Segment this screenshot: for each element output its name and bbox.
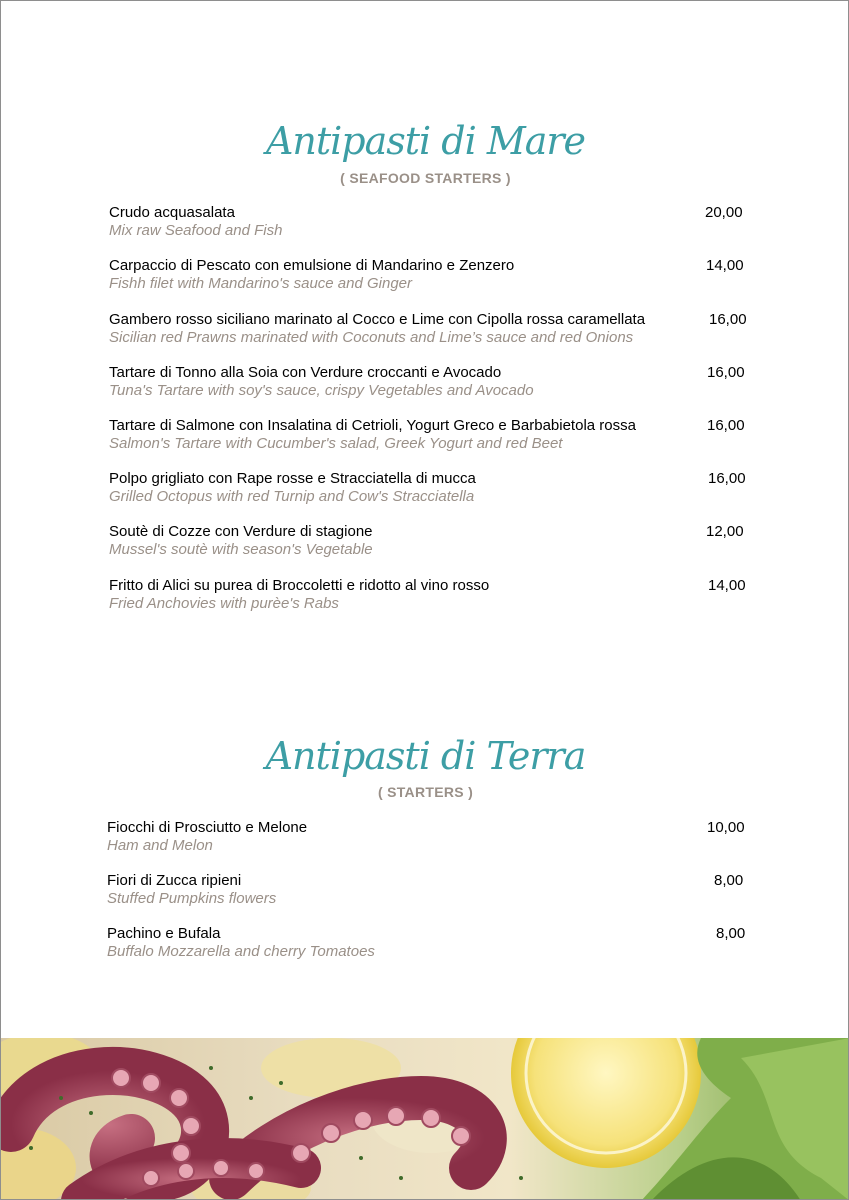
octopus-dish-photo bbox=[1, 1038, 849, 1200]
section-subtitle-terra: ( STARTERS ) bbox=[377, 784, 474, 800]
item-price: 12,00 bbox=[706, 523, 744, 540]
item-price: 10,00 bbox=[707, 819, 745, 836]
item-description: Fried Anchovies with purèe's Rabs bbox=[109, 595, 339, 612]
item-description: Stuffed Pumpkins flowers bbox=[107, 890, 277, 907]
item-price: 16,00 bbox=[707, 364, 745, 381]
item-name: Fiori di Zucca ripieni bbox=[107, 872, 242, 889]
item-name: Tartare di Salmone con Insalatina di Cetrioli, Yogurt Greco e Barbabietola rossa bbox=[109, 417, 636, 434]
item-name: Fritto di Alici su purea di Broccoletti e ridotto al vino rosso bbox=[109, 577, 490, 594]
item-price: 16,00 bbox=[708, 470, 746, 487]
item-price: 16,00 bbox=[707, 417, 745, 434]
item-name: Tartare di Tonno alla Soia con Verdure croccanti e Avocado bbox=[109, 364, 502, 381]
item-description: Sicilian red Prawns marinated with Coconuts and Lime’s sauce and red Onions bbox=[109, 329, 634, 346]
item-price: 20,00 bbox=[705, 204, 743, 221]
item-description: Mussel's soutè with season's Vegetable bbox=[109, 541, 373, 558]
section-title-terra: Antipasti di Terra bbox=[265, 734, 586, 778]
item-name: Fiocchi di Prosciutto e Melone bbox=[107, 819, 308, 836]
item-name: Crudo acquasalata bbox=[109, 204, 235, 221]
item-description: Tuna's Tartare with soy's sauce, crispy Vegetables and Avocado bbox=[109, 382, 534, 399]
item-price: 16,00 bbox=[709, 311, 747, 328]
item-price: 14,00 bbox=[706, 257, 744, 274]
section-subtitle-mare: ( SEAFOOD STARTERS ) bbox=[340, 170, 511, 186]
item-description: Mix raw Seafood and Fish bbox=[109, 222, 283, 239]
item-name: Gambero rosso siciliano marinato al Cocco e Lime con Cipolla rossa caramellata bbox=[109, 311, 646, 328]
item-name: Soutè di Cozze con Verdure di stagione bbox=[109, 523, 373, 540]
item-name: Carpaccio di Pescato con emulsione di Mandarino e Zenzero bbox=[109, 257, 515, 274]
item-description: Fishh filet with Mandarino's sauce and Ginger bbox=[109, 275, 413, 292]
item-description: Salmon's Tartare with Cucumber's salad, Greek Yogurt and red Beet bbox=[109, 435, 563, 452]
item-price: 14,00 bbox=[708, 577, 746, 594]
item-description: Buffalo Mozzarella and cherry Tomatoes bbox=[107, 943, 375, 960]
section-title-mare: Antipasti di Mare bbox=[265, 119, 586, 163]
item-price: 8,00 bbox=[714, 872, 744, 889]
item-description: Grilled Octopus with red Turnip and Cow's Stracciatella bbox=[109, 488, 475, 505]
item-name: Polpo grigliato con Rape rosse e Stracciatella di mucca bbox=[109, 470, 476, 487]
item-description: Ham and Melon bbox=[107, 837, 213, 854]
item-price: 8,00 bbox=[716, 925, 746, 942]
item-name: Pachino e Bufala bbox=[107, 925, 221, 942]
